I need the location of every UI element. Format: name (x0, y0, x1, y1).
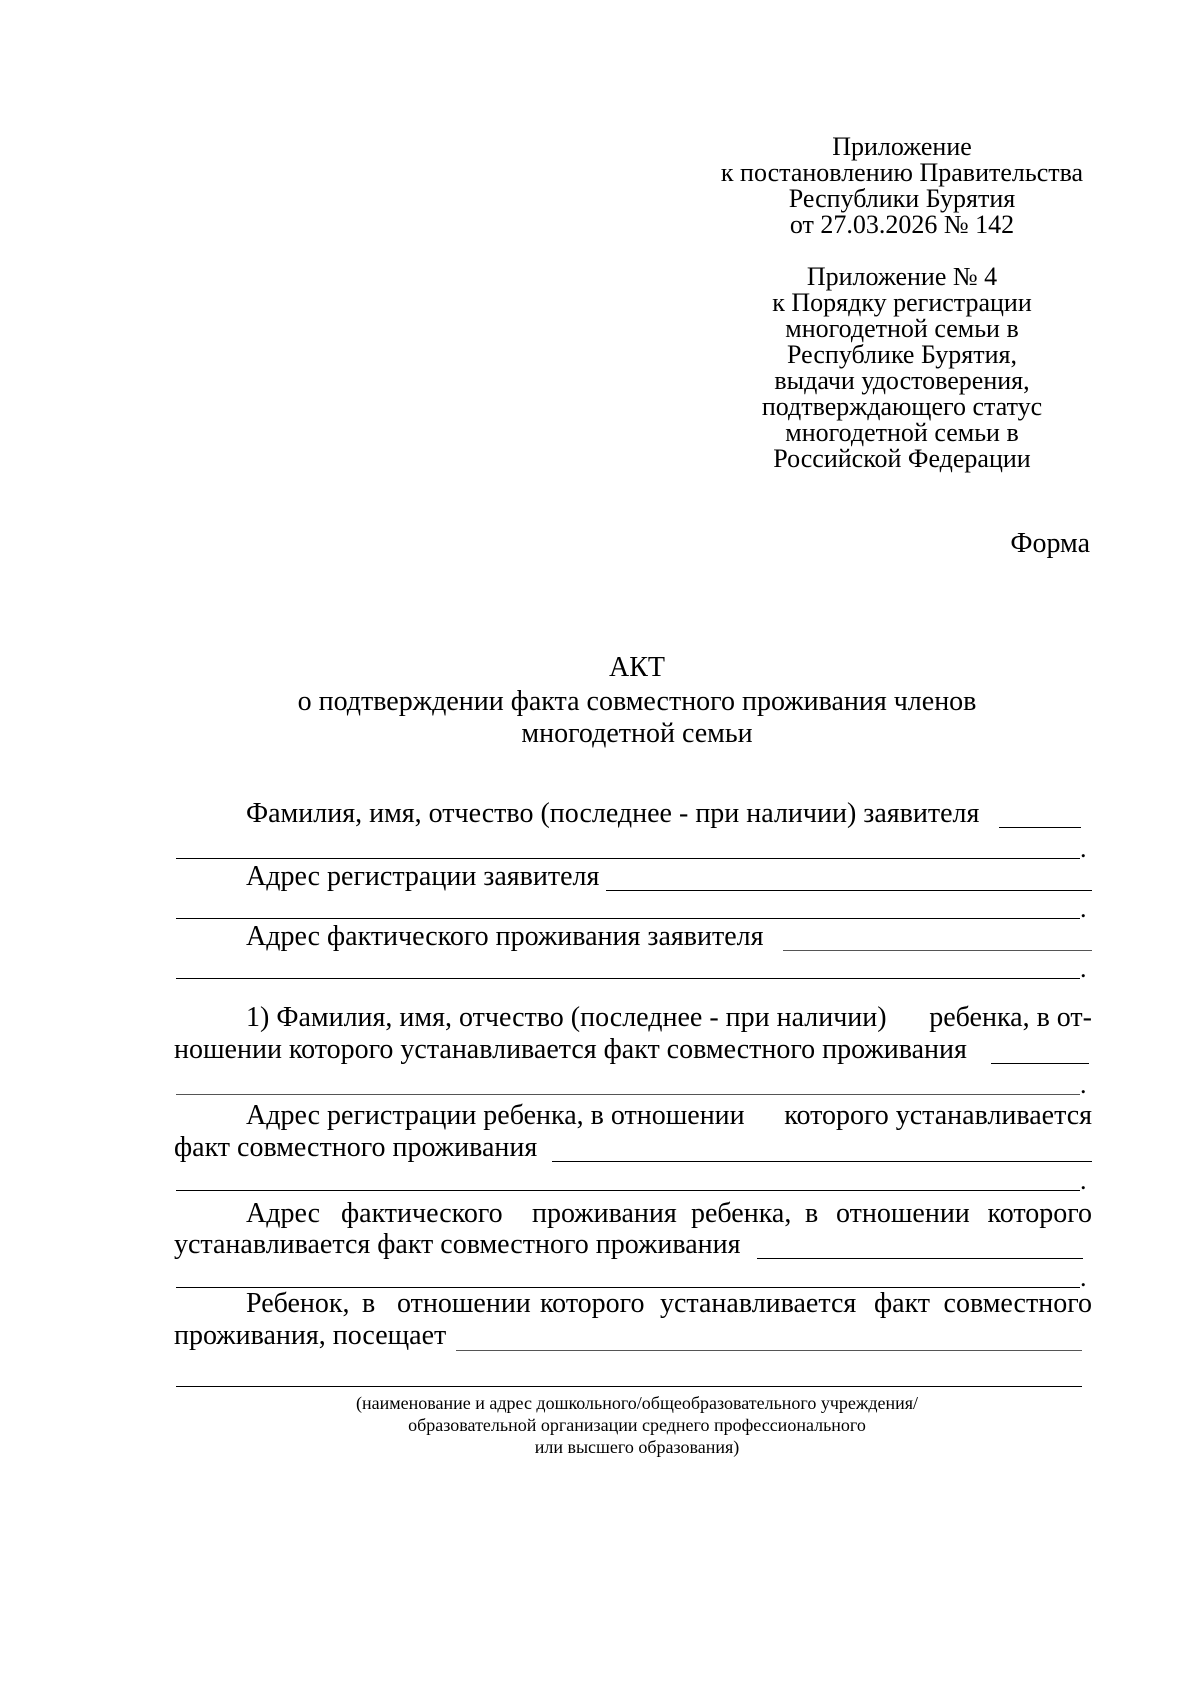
justified-word: факт (874, 1288, 931, 1319)
period: . (1080, 1070, 1087, 1099)
institution-footnote-line2: образовательной организации среднего профессионального (408, 1415, 866, 1435)
justified-word: которого (540, 1288, 645, 1319)
justified-word: Ребенок, (246, 1288, 350, 1319)
applicant-reg-address-field[interactable] (606, 890, 1092, 891)
child-institution-field-continuation[interactable] (176, 1386, 1082, 1387)
child-fio-field-continuation[interactable] (176, 1094, 1080, 1095)
child-institution-field[interactable] (456, 1350, 1082, 1351)
applicant-fio-label: Фамилия, имя, отчество (последнее - при наличии) заявителя (246, 798, 980, 829)
appendix-line: Республики Бурятия (788, 184, 1016, 213)
applicant-actual-address-label: Адрес фактического проживания заявителя (246, 921, 764, 952)
child-fio-field[interactable] (991, 1063, 1089, 1064)
applicant-actual-address-field[interactable] (783, 950, 1092, 951)
appendix4-line: выдачи удостоверения, (774, 366, 1030, 395)
justified-word: проживания (532, 1198, 677, 1229)
period: . (1080, 1166, 1087, 1195)
appendix4-line: Приложение № 4 (806, 262, 998, 291)
applicant-reg-address-label: Адрес регистрации заявителя (246, 861, 600, 892)
child-attends-label-line2: проживания, посещает (174, 1320, 447, 1351)
act-subtitle-line2: многодетной семьи (521, 718, 753, 749)
act-title: АКТ (609, 652, 665, 683)
period: . (1080, 954, 1087, 983)
institution-footnote-line3: или высшего образования) (534, 1437, 740, 1457)
child-reg-address-field[interactable] (552, 1161, 1092, 1162)
appendix4-line: многодетной семьи в (785, 314, 1019, 343)
applicant-fio-field[interactable] (999, 827, 1081, 828)
appendix-line: от 27.03.2026 № 142 (789, 210, 1015, 239)
period: . (1080, 834, 1087, 863)
appendix4-line: подтверждающего статус (761, 392, 1043, 421)
child-actual-address-field[interactable] (757, 1258, 1083, 1259)
appendix4-line: многодетной семьи в (785, 418, 1019, 447)
justified-word: ребенка, (691, 1198, 792, 1229)
appendix-line: Приложение (832, 132, 972, 161)
child-fio-label-line1: 1) Фамилия, имя, отчество (последнее - при наличии) (246, 1002, 887, 1033)
child-reg-address-field-continuation[interactable] (176, 1190, 1080, 1191)
institution-footnote-line1: (наименование и адрес дошкольного/общеобразовательного учреждения/ (355, 1393, 919, 1413)
child-fio-label-line1-end: ребенка, в от- (929, 1002, 1092, 1033)
act-subtitle-line1: о подтверждении факта совместного проживания членов (297, 686, 977, 717)
appendix4-line: к Порядку регистрации (772, 288, 1032, 317)
period: . (1080, 1263, 1087, 1292)
period: . (1080, 894, 1087, 923)
justified-word: фактического (341, 1198, 503, 1229)
justified-word: в (805, 1198, 819, 1229)
appendix4-line: Республике Бурятия, (787, 340, 1017, 369)
justified-word: совместного (943, 1288, 1092, 1319)
justified-word: которого (987, 1198, 1092, 1229)
applicant-actual-address-field-continuation[interactable] (176, 978, 1080, 979)
justified-word: Адрес (246, 1198, 321, 1229)
child-reg-address-label-line1-end: которого устанавливается (784, 1100, 1092, 1131)
justified-word: отношении (397, 1288, 531, 1319)
justified-word: отношении (836, 1198, 970, 1229)
form-label: Форма (1010, 528, 1090, 559)
child-actual-address-label-line2: устанавливается факт совместного проживания (174, 1229, 741, 1260)
appendix-line: к постановлению Правительства (720, 158, 1084, 187)
applicant-fio-field-continuation[interactable] (176, 858, 1080, 859)
child-reg-address-label-line2: факт совместного проживания (174, 1132, 538, 1163)
child-reg-address-label-line1: Адрес регистрации ребенка, в отношении (246, 1100, 745, 1131)
justified-word: устанавливается (660, 1288, 857, 1319)
justified-word: в (362, 1288, 376, 1319)
child-fio-label-line2: ношении которого устанавливается факт совместного проживания (174, 1034, 967, 1065)
appendix4-line: Российской Федерации (773, 444, 1031, 473)
applicant-reg-address-field-continuation[interactable] (176, 918, 1080, 919)
